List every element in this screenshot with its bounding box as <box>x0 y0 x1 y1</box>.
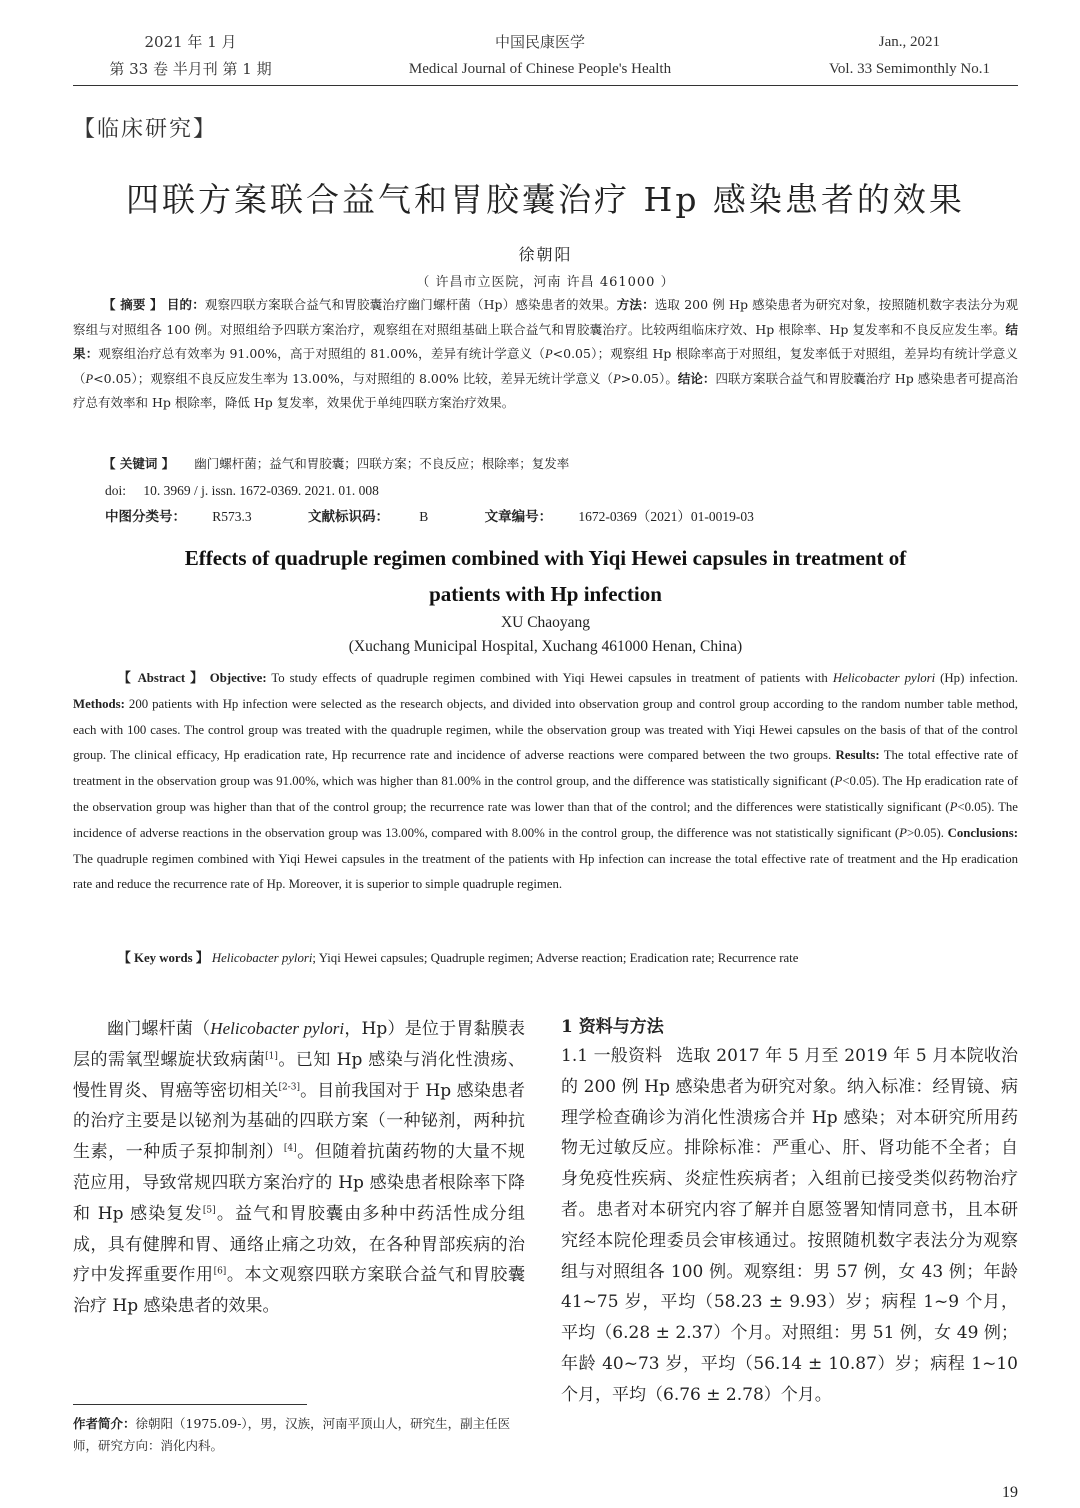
results-label: 结果： <box>73 321 1018 361</box>
p-value-letter: P <box>85 371 94 386</box>
objective-label: 目的： <box>166 297 205 312</box>
page-number: 19 <box>1002 1484 1018 1501</box>
doi-label: doi: <box>105 483 127 498</box>
methods-text: 选取 200 例 Hp 感染患者为研究对象，按照随机数字表法分为观察组与对照组各 100 例。对照组给予四联方案治疗，观察组在对照组基础上联合益气和胃胶囊治疗。比较两组临床疗效、Hp 根除率、Hp 复发率和不良反应发生率。 <box>73 297 1018 337</box>
results-text-b: <0.05）；观察组 Hp 根除率高于对照组，复发率低于对照组，差异均有统计学意义（ <box>73 346 1018 386</box>
keywords-cn <box>103 452 1003 477</box>
objective-en-text: To study effects of quadruple regimen combined with Yiqi Hewei capsules in treatment of patients with <box>271 671 828 685</box>
results-text-d: >0.05）。 <box>620 370 678 386</box>
doi-value: 10. 3969 / j. issn. 1672-0369. 2021. 01. 008 <box>143 483 379 498</box>
header-left <box>73 32 308 79</box>
keywords-en-text: ; Yiqi Hewei capsules; Quadruple regimen; Adverse reaction; Eradication rate; Recurrence rate <box>312 951 799 965</box>
title-en-line1: Effects of quadruple regimen combined with Yiqi Hewei capsules in treatment of <box>184 546 907 570</box>
results-text-c: <0.05）；观察组不良反应发生率为 13.00%，与对照组的 8.00% 比较，差异无统计学意义（ <box>93 370 614 386</box>
affiliation-en: (Xuchang Municipal Hospital, Xuchang 461000 Henan, China) <box>348 638 743 655</box>
citation-ref: [5] <box>202 1205 216 1216</box>
p-value-letter: P <box>834 774 843 789</box>
results-en-text-b: <0.05). The Hp eradication rate of the observation group was higher than that of the control group; the recurrence rate was lower than that of the control; and the differences were statistically significant ( <box>73 774 1018 814</box>
p-value-letter: P <box>899 825 907 840</box>
conclusions-en-label: Conclusions: <box>947 825 1018 840</box>
methods-label: 方法： <box>616 297 655 312</box>
footnote-label: 作者简介： <box>73 1416 136 1431</box>
methods-en-text: 200 patients with Hp infection were selected as the research objects, and divided into observation group and control group according to the random number table method, each with 100 cases. The control group was treated with the quadruple regimen, while the observation group was treated with Yiqi Hewei capsules on the basis of that of the control group. The clinical efficacy, Hp eradication rate, Hp recurrence rate and incidence of adverse reactions were compared between the two groups. <box>73 696 1018 763</box>
footnote-text: 徐朝阳（1975.09-），男，汉族，河南平顶山人，研究生，副主任医师，研究方向：消化内科。 <box>73 1416 511 1453</box>
body-text: 幽门螺杆菌（ <box>107 1019 211 1039</box>
intro-paragraph <box>73 1014 525 1322</box>
title-en <box>73 540 1018 612</box>
section-tag: 【临床研究】 <box>73 117 218 142</box>
body-text: 。已知 Hp 感染与消化性溃疡、慢性胃炎、胃癌等密切相关 <box>73 1049 526 1101</box>
p-value-letter: P <box>613 371 621 386</box>
conclusions-en-text: The quadruple regimen combined with Yiqi Hewei capsules in the treatment of the patients with Hp infection can increase the total effective rate of treatment and the Hp eradication rate and reduce the recurrence rate of Hp. Moreover, it is superior to simple quadruple regimen. <box>73 851 1018 892</box>
conclusions-label: 结论： <box>677 370 716 386</box>
body-text: 。目前我国对于 Hp 感染患者的治疗主要是以铋剂为基础的四联方案（一种铋剂，两种抗生素，一种质子泵抑制剂） <box>73 1080 526 1163</box>
subsection-label: 1.1 一般资料 <box>561 1046 663 1066</box>
results-en-text-a: The total effective rate of treatment in the observation group was 91.00%, which was higher than 81.00% in the control group, and the difference was statistically significant ( <box>73 748 1019 789</box>
p-value-letter: P <box>949 799 958 814</box>
abstract-en-label: 【 Abstract 】 <box>118 671 205 685</box>
journal-name-cn: 中国民康医学 <box>494 33 585 51</box>
affiliation-cn: （ 许昌市立医院，河南 许昌 461000 ） <box>416 275 675 290</box>
objective-en-label: Objective: <box>209 671 267 685</box>
article-no-value: 1672-0369（2021）01-0019-03 <box>578 509 754 524</box>
section-heading: 1 资料与方法 <box>561 1017 664 1037</box>
header-right <box>740 32 990 79</box>
keywords-en-species: Helicobacter pylori <box>211 951 313 965</box>
author-en: XU Chaoyang <box>500 614 591 631</box>
results-en-text-c: <0.05). The incidence of adverse reactions in the observation group was 13.00%, compared with 8.00% in the control group, the difference was not statistically significant ( <box>73 799 1018 840</box>
abstract-en <box>73 666 1018 898</box>
objective-text: 观察四联方案联合益气和胃胶囊治疗幽门螺杆菌（Hp）感染患者的效果。 <box>204 297 617 312</box>
results-en-label: Results: <box>835 748 880 763</box>
body-text: 。益气和胃胶囊由多种中药活性成分组成，具有健脾和胃、通络止痛之功效，在各种胃部疾病的治疗中发挥重要作用 <box>73 1203 526 1286</box>
abstract-cn <box>73 293 1018 416</box>
doc-code-value: B <box>419 509 429 524</box>
article-no-label: 文章编号： <box>484 509 553 525</box>
keywords-en <box>118 946 1018 972</box>
doi-line <box>105 480 379 502</box>
body-text: 。但随着抗菌药物的大量不规范应用，导致常规四联方案治疗的 Hp 感染患者根除率下降和 Hp 感染复发 <box>73 1142 526 1224</box>
methods-en-label: Methods: <box>73 696 125 711</box>
objective-en-text-b: (Hp) infection. <box>940 671 1019 685</box>
abstract-cn-label: 【 摘要 】 <box>103 297 163 312</box>
results-text-a: 观察组治疗总有效率为 91.00%，高于对照组的 81.00%，差异有统计学意义（ <box>98 346 546 361</box>
journal-name-en: Medical Journal of Chinese People's Health <box>408 61 672 77</box>
conclusions-text: 四联方案联合益气和胃胶囊治疗 Hp 感染患者可提高治疗总有效率和 Hp 根除率，降低 Hp 复发率，效果优于单纯四联方案治疗效果。 <box>73 370 1018 410</box>
title-en-line2: patients with Hp infection <box>429 582 662 606</box>
results-en-text-d: >0.05). <box>906 825 945 840</box>
keywords-cn-label: 【 关键词 】 <box>103 456 175 471</box>
header-volume-cn: 第 33 卷 半月刊 第 1 期 <box>109 60 272 78</box>
citation-ref: [6] <box>213 1266 227 1277</box>
header-date-en: Jan., 2021 <box>878 34 940 50</box>
clc-label: 中图分类号： <box>105 509 186 525</box>
header-center <box>330 32 750 79</box>
header-volume-en: Vol. 33 Semimonthly No.1 <box>829 61 990 77</box>
header-rule <box>73 85 1018 86</box>
p-value-letter: P <box>545 347 553 361</box>
keywords-en-label: 【 Key words 】 <box>118 951 209 965</box>
clc-value: R573.3 <box>212 509 252 524</box>
author-cn: 徐朝阳 <box>518 245 573 264</box>
header-date-cn: 2021 年 1 月 <box>144 33 237 51</box>
species-name: Helicobacter pylori <box>210 1019 345 1038</box>
citation-ref: [1] <box>265 1051 278 1062</box>
methods-paragraph <box>561 1041 1018 1411</box>
body-text: 选取 2017 年 5 月至 2019 年 5 月本院收治的 200 例 Hp 感染患者为研究对象。纳入标准：经胃镜、病理学检查确诊为消化性溃疡合并 Hp 感染；对本研究所用药物无过敏反应。排除标准：严重心、肝、肾功能不全者；自身免疫性疾病、炎症性疾病者；入组前已接受类似药物治疗者。患者对本研究内容了解并自愿签署知情同意书，且本研究经本院伦理委员会审核通过。按照随机数字表法分为观察组与对照组各 100 例。观察组：男 57 例，女 43 例；年龄 41~75 岁，平均（58.23 ± 9.93）岁；病程 1~9 个月，平均（6.28 ± 2.37）个月。对照组：男 51 例，女 49 例；年龄 40~73 岁，平均（56.14 ± 10.87）岁；病程 1~10 个月，平均（6.76 ± 2.78）个月。 <box>561 1046 1018 1405</box>
body-text: ，Hp）是位于胃黏膜表层的需氧型螺旋状致病菌 <box>73 1019 525 1070</box>
citation-ref: [4] <box>283 1143 297 1154</box>
doc-code-label: 文献标识码： <box>307 509 389 525</box>
author-footnote <box>73 1413 525 1457</box>
title-cn: 四联方案联合益气和胃胶囊治疗 Hp 感染患者的效果 <box>126 180 965 219</box>
species-name: Helicobacter pylori <box>832 671 936 685</box>
footnote-rule <box>73 1404 307 1405</box>
keywords-cn-text: 幽门螺杆菌；益气和胃胶囊；四联方案；不良反应；根除率；复发率 <box>194 456 570 471</box>
classification-line <box>105 506 1005 528</box>
citation-ref: [2-3] <box>278 1081 300 1092</box>
body-text: 。本文观察四联方案联合益气和胃胶囊治疗 Hp 感染患者的效果。 <box>73 1265 526 1317</box>
